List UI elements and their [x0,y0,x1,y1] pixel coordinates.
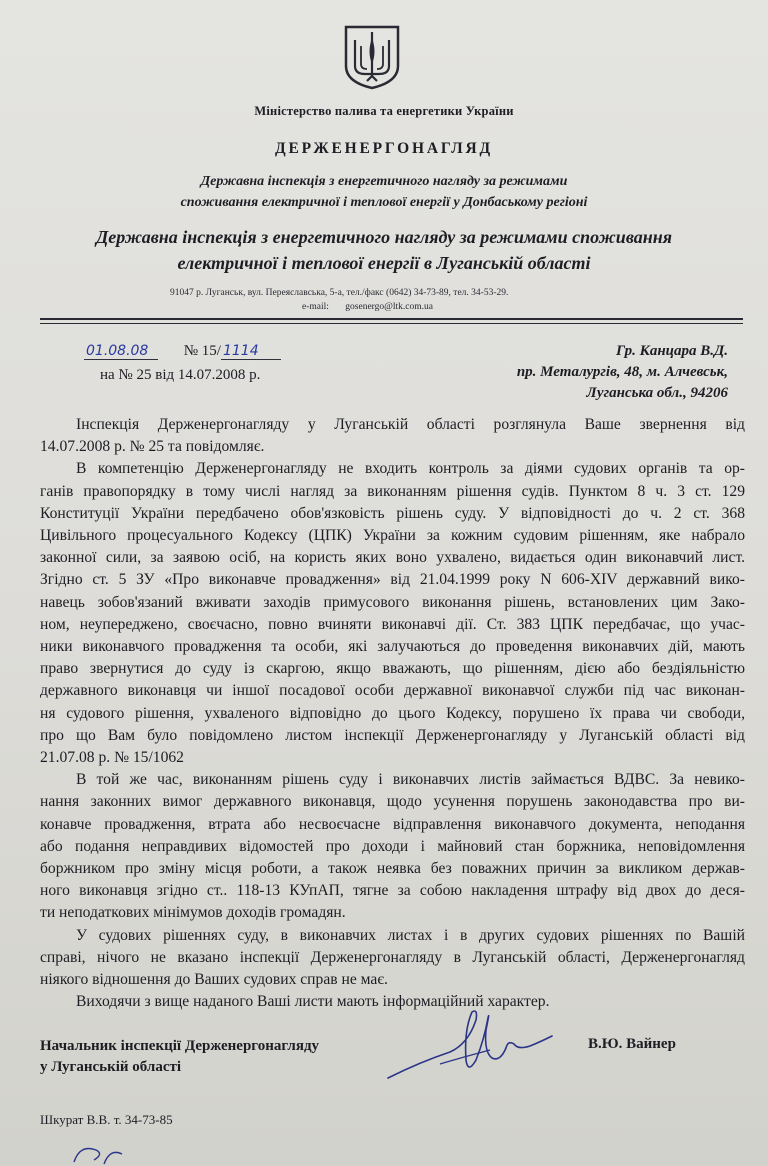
header-rule [40,318,743,320]
signatory-name: В.Ю. Вайнер [588,1036,676,1052]
body-line: 14.07.2008 р. № 25 та повідомляє. [40,438,265,456]
regional-inspection-name: Державна інспекція з енергетичного нагляду за режимами споживання електричної і теплової енергії у Донбаському регіоні [180,174,588,210]
body-line: боржником про зміну місця роботи, а також неявка без поважних причин за викликом держав- [40,860,745,878]
signatory-title: Начальник інспекції Держенергонагляду у Луганській області [40,1038,320,1075]
recipient-region: Луганська обл., 94206 [586,385,728,401]
body-line: Цивільного процесуального Кодексу (ЦПК) України за кожним судовим рішенням, яке набрало [40,527,745,545]
body-line: У судових рішеннях суду, в виконавчих листах і в других судових рішеннях по Вашій [76,926,745,944]
executor-contact: Шкурат В.В. т. 34-73-85 [40,1112,173,1127]
body-line: Згідно ст. 5 ЗУ «Про виконавче провадження» від 21.04.1999 року N 606-XIV державний вико- [40,571,745,589]
handwritten-date: 01.08.08 [84,343,158,360]
agency-name: ДЕРЖЕНЕРГОНАГЛЯД [275,140,493,157]
incoming-reference: на № 25 від 14.07.2008 р. [100,367,261,383]
body-line: справі, нічого не вказано інспекції Держенергонагляду в Луганській області, Держенергонагляд [40,948,745,966]
pen-scribble [70,1140,130,1166]
body-line: законної сили, за заявою осіб, на користь яких воно ухвалено, видається один виконавчий лист. [40,549,745,567]
office-address: 91047 р. Луганськ, вул. Переяславська, 5-а, тел./факс (0642) 34-73-89, тел. 34-53-29. e-mail: gosenergo@ltk.com.ua [170,288,509,312]
body-line: про що Вам було повідомлено листом інспекції Держенергонагляду у Луганській області від [40,726,745,744]
outgoing-reference: 01.08.08 № 15/ 1114 [84,343,281,360]
body-line: В той же час, виконанням рішень суду і виконавчих листів займається ВДВС. За невико- [76,771,745,789]
body-line: право звернутися до суду із скаргою, якщо вважають, що рішенням, дією або бездіяльністю [40,660,745,678]
email-address: gosenergo@ltk.com.ua [345,302,434,312]
body-line: або подання неправдивих відомостей про доходи і майновий стан боржника, неповідомлення [40,837,745,855]
body-line: ня судового рішення, ухваленого відповідно до цього Кодексу, порушено їх права чи свободи, [40,704,745,722]
body-line: ного виконавця згідно ст.. 118-13 КУпАП, тягне за собою накладення штрафу від двох до деся- [40,882,745,900]
body-line: нання законних вимог державного виконавця, щодо усунення порушень законодавства про ви- [40,793,745,811]
letter-body [40,414,745,1013]
handwritten-signature [380,1000,560,1090]
body-line: ніякого відношення до Ваших судових справ не має. [40,971,388,989]
body-line: 21.07.08 р. № 15/1062 [40,749,184,767]
recipient-name: Гр. Канцара В.Д. [616,343,728,359]
body-line: навець зобов'язаний вживати заходів примусового виконання рішень, встановлених цим Зако- [40,593,745,611]
recipient-street: пр. Металургів, 48, м. Алчевськ, [516,364,728,380]
body-line: В компетенцію Держенергонагляду не входить контроль за діями судових органів та ор- [76,460,745,478]
ministry-name: Міністерство палива та енергетики України [254,104,514,118]
body-line: ном, неупереджено, своєчасно, повно вчиняти виконавчі дії. Ст. 383 ЦПК передбачає, що учас- [40,615,745,633]
body-line: державного виконавця чи іншої посадової особи державної виконавчої служби під час виконан- [40,682,745,700]
body-line: Конституції України передбачено обов'язковість рішень суду. У відповідності до ч. 2 ст. 368 [40,504,745,522]
body-line: ганів правопорядку в тому числі нагляд за виконанням рішення судів. Пунктом 8 ч. 3 ст. 129 [40,482,745,500]
body-line: ники виконавчого провадження та особи, які залучаються до проведення виконавчих дій, мають [40,638,745,656]
trident-emblem-icon [343,24,401,90]
body-line: Інспекція Держенергонагляду у Луганській області розглянула Ваше звернення від [76,416,745,433]
oblast-inspection-name: Державна інспекція з енергетичного нагляду за режимами споживання електричної і теплової енергії в Луганській області [95,227,672,273]
header-rule-thin [40,323,743,324]
handwritten-number: 1114 [221,343,281,360]
body-line: Виходячи з вище наданого Ваші листи мають інформаційний характер. [76,993,550,1011]
body-line: конавче провадження, втрата або несвоєчасне відправлення виконавчого документа, неподання [40,815,745,833]
body-line: ти неподаткових мінімумов доходів громадян. [40,904,346,922]
